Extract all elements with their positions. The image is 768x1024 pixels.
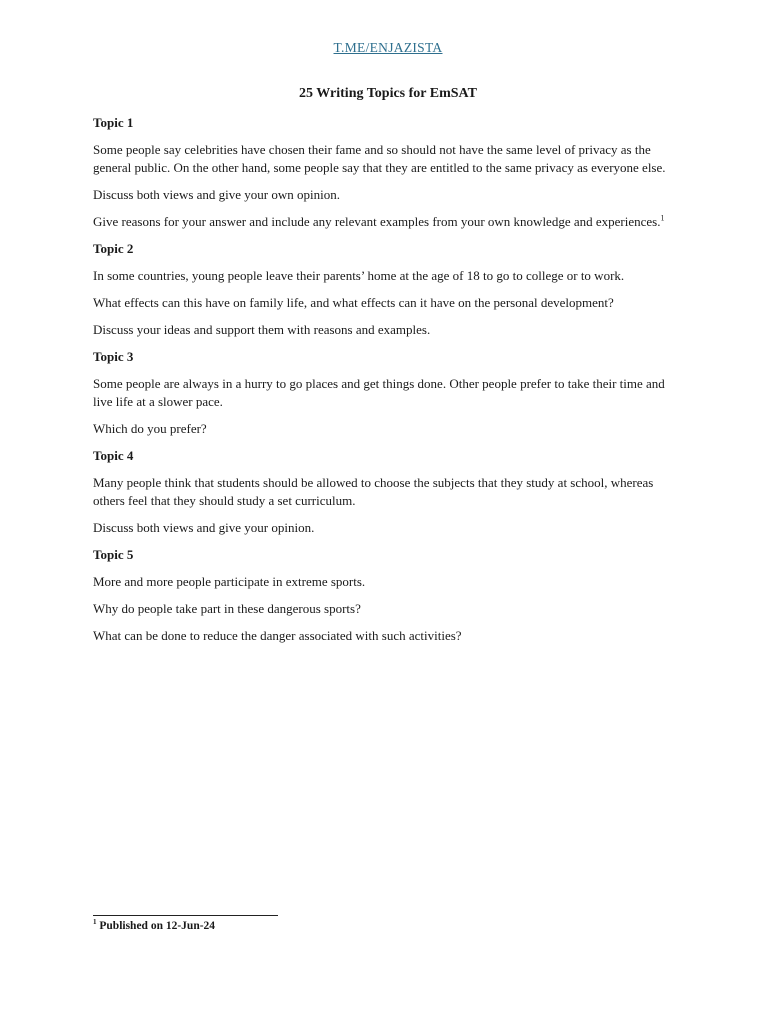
channel-link[interactable]: T.ME/ENJAZISTA xyxy=(333,40,443,55)
topic-section xyxy=(93,114,683,231)
topic-paragraph: Some people are always in a hurry to go places and get things done. Other people prefer to take their time and live life at a slower pace. xyxy=(93,376,665,409)
topic-section xyxy=(93,447,683,537)
topic-paragraph: Discuss both views and give your own opinion. xyxy=(93,187,340,202)
topic-section xyxy=(93,240,683,339)
topic-paragraph: Discuss both views and give your opinion. xyxy=(93,520,315,535)
topic-heading: Topic 2 xyxy=(93,241,134,256)
topic-paragraph: What effects can this have on family life, and what effects can it have on the personal development? xyxy=(93,295,614,310)
document-body xyxy=(93,114,683,654)
topic-paragraph: Which do you prefer? xyxy=(93,421,207,436)
topic-paragraph xyxy=(93,213,683,231)
topic-heading: Topic 1 xyxy=(93,115,134,130)
topic-paragraph: Discuss your ideas and support them with reasons and examples. xyxy=(93,322,431,337)
footnote xyxy=(93,920,215,932)
topic-paragraph: What can be done to reduce the danger associated with such activities? xyxy=(93,628,462,643)
topic-heading: Topic 4 xyxy=(93,448,134,463)
footnote-reference[interactable]: 1 xyxy=(660,213,665,223)
topic-paragraph-text: Give reasons for your answer and include any relevant examples from your own knowledge and experiences. xyxy=(93,214,661,229)
document-page xyxy=(93,0,683,1024)
topic-section xyxy=(93,348,683,438)
topic-paragraph: More and more people participate in extreme sports. xyxy=(93,574,366,589)
footnote-separator xyxy=(93,915,278,916)
topic-heading: Topic 3 xyxy=(93,349,134,364)
topic-paragraph: Why do people take part in these dangerous sports? xyxy=(93,601,361,616)
document-title: 25 Writing Topics for EmSAT xyxy=(299,86,477,101)
topic-paragraph: In some countries, young people leave their parents’ home at the age of 18 to go to college or to work. xyxy=(93,268,625,283)
topic-paragraph: Some people say celebrities have chosen their fame and so should not have the same level of privacy as the general public. On the other hand, some people say that they are entitled to the same privacy as everyone else. xyxy=(93,142,666,175)
topic-heading: Topic 5 xyxy=(93,547,134,562)
footnote-marker: 1 xyxy=(93,918,97,927)
topic-section xyxy=(93,546,683,645)
topic-paragraph: Many people think that students should be allowed to choose the subjects that they study at school, whereas others feel that they should study a set curriculum. xyxy=(93,475,654,508)
footnote-text: Published on 12-Jun-24 xyxy=(99,920,216,932)
